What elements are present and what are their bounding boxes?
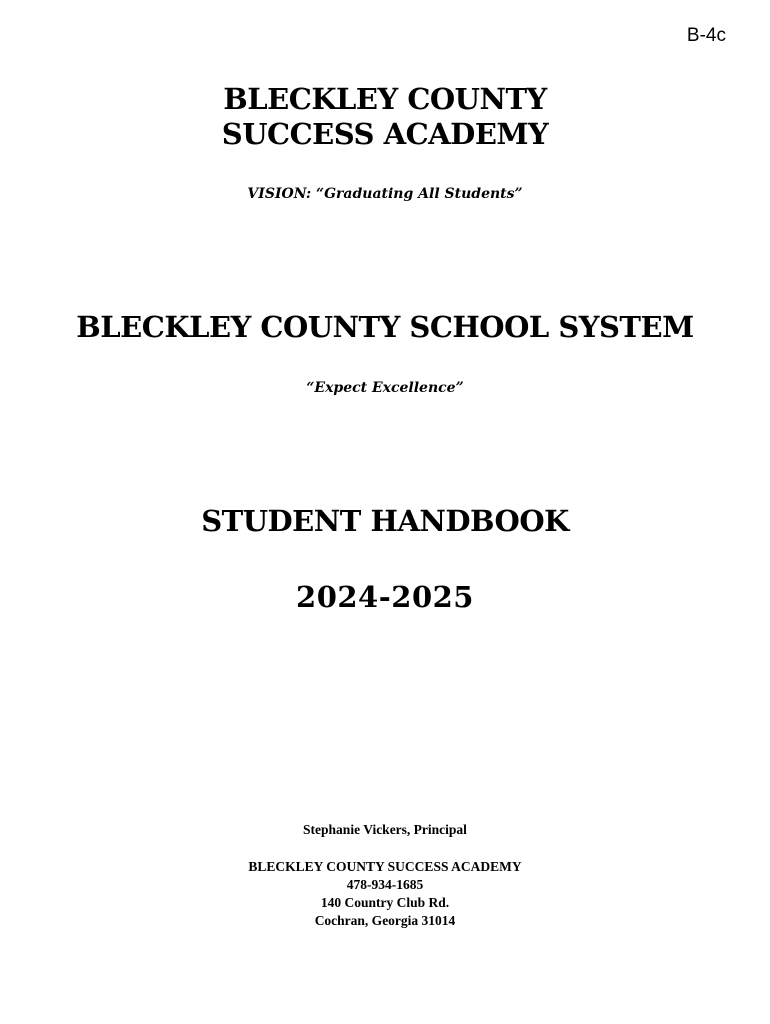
contact-street: 140 Country Club Rd. bbox=[320, 895, 450, 910]
contact-block bbox=[0, 858, 770, 930]
school-system-motto: “Expect Excellence” bbox=[306, 380, 464, 396]
academy-title-line-2: SUCCESS ACADEMY bbox=[221, 117, 549, 151]
handbook-title: STUDENT HANDBOOK bbox=[201, 504, 569, 538]
contact-city: Cochran, Georgia 31014 bbox=[314, 913, 456, 928]
academy-title-line-1: BLECKLEY COUNTY bbox=[223, 82, 547, 116]
contact-phone: 478-934-1685 bbox=[346, 877, 424, 892]
contact-school-name: BLECKLEY COUNTY SUCCESS ACADEMY bbox=[248, 859, 522, 874]
principal-name: Stephanie Vickers, Principal bbox=[303, 822, 467, 837]
handbook-year: 2024-2025 bbox=[296, 580, 474, 614]
school-system-title: BLECKLEY COUNTY SCHOOL SYSTEM bbox=[76, 310, 694, 344]
academy-title bbox=[0, 82, 770, 152]
vision-statement: VISION: “Graduating All Students” bbox=[247, 186, 523, 202]
page-code: B-4c bbox=[686, 25, 726, 46]
